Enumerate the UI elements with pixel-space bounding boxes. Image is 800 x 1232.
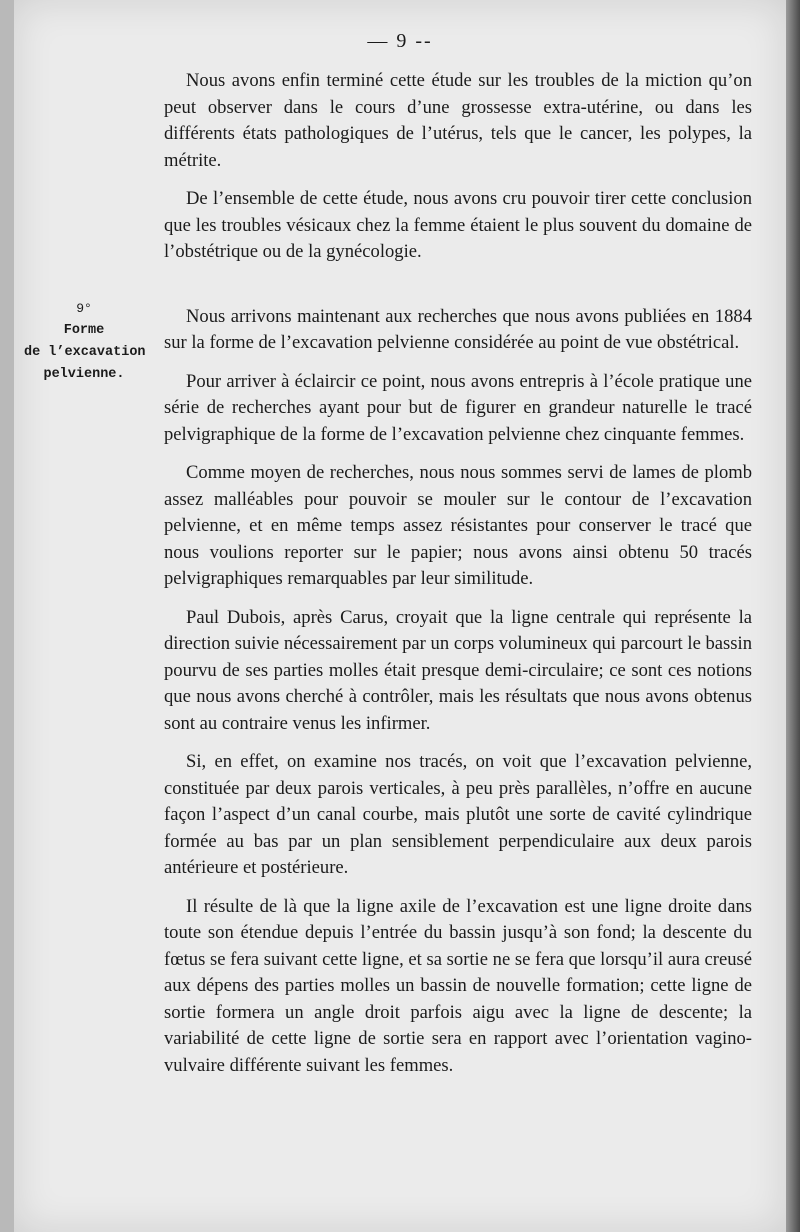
paragraph: Nous avons enfin terminé cette étude sur les troubles de la miction qu’on peut observer dans le cours d’une grossesse extra-utérine, ou dans les différents états pathologiques de l’utérus, tels que le cancer, les polypes, la métrite.	[164, 70, 752, 171]
paragraph: Il résulte de là que la ligne axile de l’excavation est une ligne droite dans toute son étendue depuis l’entrée du bassin jusqu’à son fond; la descente du fœtus se fera suivant cette ligne, et sa sortie ne se fera que lorsqu’il aura creusé aux dépens des parties molles un bassin de nouvelle formation; cette ligne de sortie formera un angle droit parfois aigu avec la ligne de descente; la variabilité de cette ligne de sortie sera en rapport avec l’orientation vagino-vulvaire différente suivant les femmes.	[164, 895, 752, 1076]
page-number: — 9 --	[367, 30, 433, 52]
paragraph: Comme moyen de recherches, nous nous sommes servi de lames de plomb assez malléables pour pouvoir se mouler sur le contour de l’excavation pelvienne, et en même temps assez résistantes pour conserver le tracé que nous voulions reporter sur le papier; nous avons ainsi obtenu 50 tracés pelvigraphiques remarquables par leur similitude.	[164, 462, 752, 589]
margin-note	[24, 298, 144, 386]
body-text	[164, 68, 752, 1079]
paragraph: De l’ensemble de cette étude, nous avons cru pouvoir tirer cette conclusion que les troubles vésicaux chez la femme étaient le plus souvent du domaine de l’obstétrique ou de la gynécologie.	[164, 188, 752, 262]
margin-note-line: Forme	[63, 323, 105, 338]
paragraph: Pour arriver à éclaircir ce point, nous avons entrepris à l’école pratique une série de recherches ayant pour but de figurer en grandeur naturelle le tracé pelvigraphique de la forme de l’excavation pelvienne chez cinquante femmes.	[164, 370, 752, 445]
binding-edge	[786, 0, 800, 1232]
margin-note-line: pelvienne.	[43, 367, 125, 382]
page-sheet	[14, 0, 786, 1232]
paragraph: Si, en effet, on examine nos tracés, on voit que l’excavation pelvienne, constituée par deux parois verticales, à peu près parallèles, n’offre en aucune façon l’aspect d’un canal courbe, mais plutôt une sorte de cavité cylindrique formée au bas par un plan sensiblement perpendiculaire aux deux parois antérieure et postérieure.	[164, 751, 752, 878]
paragraph: Nous arrivons maintenant aux recherches que nous avons publiées en 1884 sur la forme de l’excavation pelvienne considérée au point de vue obstétrical.	[164, 305, 752, 353]
margin-note-line: de l’excavation	[24, 345, 146, 360]
paragraph: Paul Dubois, après Carus, croyait que la ligne centrale qui représente la direction suivie nécessairement par un corps volumineux qui parcourt le bassin pourvu de ses parties molles était presque demi-circulaire; ce sont ces notions que nous avons cherché à contrôler, mais les résultats que nous avons obtenus sont au contraire venus les infirmer.	[164, 606, 752, 734]
margin-note-number: 9°	[76, 301, 92, 316]
